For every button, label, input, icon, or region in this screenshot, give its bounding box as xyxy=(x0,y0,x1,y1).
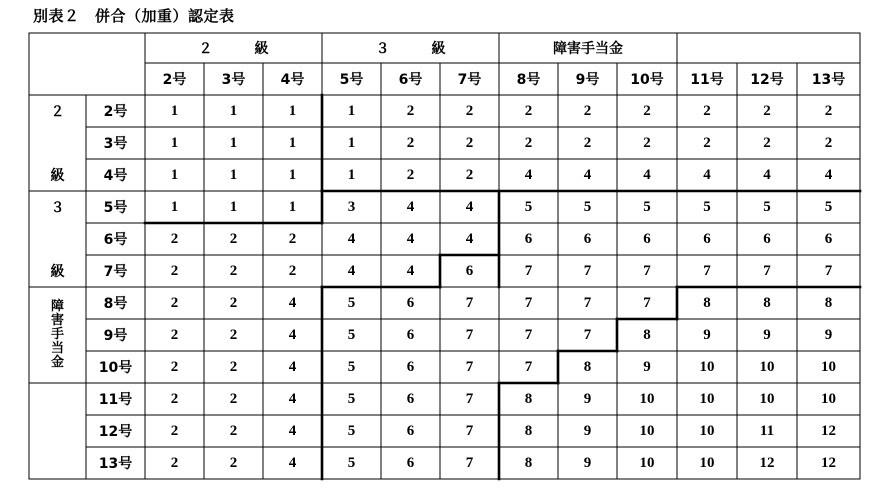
row-header: 12号 xyxy=(98,424,133,440)
table-cell: 2 xyxy=(229,294,238,311)
table-cell: 9 xyxy=(824,326,833,343)
table-cell: 9 xyxy=(643,358,651,375)
table-cell: 6 xyxy=(406,358,415,375)
table-cell: 2 xyxy=(465,134,474,151)
table-cell: 6 xyxy=(406,454,415,471)
table-cell: 7 xyxy=(524,294,533,311)
table-cell: 3 xyxy=(347,198,356,215)
table-cell: 4 xyxy=(643,166,651,183)
table-cell: 2 xyxy=(170,294,179,311)
table-cell: 2 xyxy=(824,102,833,119)
table-cell: 4 xyxy=(406,262,415,279)
table-cell: 5 xyxy=(347,326,356,343)
table-cell: 2 xyxy=(229,326,238,343)
table-cell: 7 xyxy=(465,358,474,375)
table-cell: 6 xyxy=(524,230,533,247)
row-header: 11号 xyxy=(98,392,133,408)
table-cell: 2 xyxy=(229,454,238,471)
table-cell: 1 xyxy=(288,134,297,151)
col-header: 4号 xyxy=(280,72,305,88)
table-cell: 2 xyxy=(170,358,179,375)
row-header: 6号 xyxy=(103,232,128,248)
table-cell: 9 xyxy=(763,326,771,343)
col-group-header xyxy=(677,33,860,63)
table-cell: 6 xyxy=(406,326,415,343)
table-cell: 7 xyxy=(465,454,474,471)
table-cell: 7 xyxy=(763,262,771,279)
table-cell: 2 xyxy=(406,134,415,151)
table-cell: 10 xyxy=(639,390,655,407)
table-cell: 2 xyxy=(583,102,592,119)
table-cell: 2 xyxy=(465,166,474,183)
table-cell: 2 xyxy=(288,230,297,247)
table-cell: 10 xyxy=(699,358,715,375)
table-cell: 4 xyxy=(703,166,711,183)
table-cell: 6 xyxy=(583,230,592,247)
table-cell: 7 xyxy=(824,262,833,279)
table-cell: 4 xyxy=(347,230,356,247)
table-cell: 10 xyxy=(699,390,715,407)
table-cell: 10 xyxy=(699,454,715,471)
table-cell: 9 xyxy=(583,454,592,471)
table-cell: 2 xyxy=(170,422,179,439)
table-cell: 4 xyxy=(288,390,297,407)
table-cell: 7 xyxy=(524,358,533,375)
table-cell: 1 xyxy=(288,102,297,119)
table-cell: 8 xyxy=(763,294,771,311)
row-header: 7号 xyxy=(103,264,128,280)
table-cell: 8 xyxy=(583,358,592,375)
table-cell: 5 xyxy=(347,454,356,471)
table-cell: 4 xyxy=(406,198,415,215)
table-cell: 6 xyxy=(643,230,651,247)
table-cell: 5 xyxy=(347,422,356,439)
col-header: 10号 xyxy=(630,72,664,88)
row-group-label-vertical: 障 害 手 当 金 xyxy=(50,299,64,370)
table-cell: 2 xyxy=(643,102,651,119)
table-cell: 2 xyxy=(229,390,238,407)
table-cell: 2 xyxy=(763,134,771,151)
row-header: 9号 xyxy=(103,328,128,344)
table-cell: 11 xyxy=(759,422,775,439)
table-cell: 5 xyxy=(703,198,711,215)
table-cell: 9 xyxy=(583,390,592,407)
table-cell: 2 xyxy=(643,134,651,151)
row-header: 8号 xyxy=(103,296,128,312)
table-cell: 8 xyxy=(524,422,533,439)
table-cell: 12 xyxy=(759,454,775,471)
table-cell: 4 xyxy=(406,230,415,247)
table-cell: 10 xyxy=(821,390,836,407)
table-cell: 7 xyxy=(524,326,533,343)
col-header: 13号 xyxy=(811,72,846,88)
table-cell: 10 xyxy=(699,422,715,439)
table-cell: 10 xyxy=(639,454,655,471)
row-header: 5号 xyxy=(103,200,128,216)
col-group-header: ２ 級 xyxy=(198,41,269,57)
table-cell: 6 xyxy=(406,390,415,407)
table-cell: 1 xyxy=(170,134,179,151)
table-cell: 7 xyxy=(465,390,474,407)
col-header: 3号 xyxy=(221,72,246,88)
table-cell: 1 xyxy=(229,102,238,119)
table-cell: 2 xyxy=(824,134,833,151)
table-cell: 5 xyxy=(583,198,592,215)
table-cell: 2 xyxy=(170,230,179,247)
table-cell: 1 xyxy=(170,166,179,183)
row-group-label: ２ xyxy=(50,104,65,120)
row-header: 13号 xyxy=(98,456,133,472)
table-cell: 6 xyxy=(824,230,833,247)
table-cell: 4 xyxy=(288,454,297,471)
table-cell: 1 xyxy=(347,102,356,119)
table-cell: 1 xyxy=(347,166,356,183)
row-group-label: 級 xyxy=(50,168,65,184)
col-group-header: 障害手当金 xyxy=(553,41,623,57)
table-cell: 7 xyxy=(465,422,474,439)
table-cell: 12 xyxy=(821,422,836,439)
table-cell: 1 xyxy=(170,198,179,215)
table-cell: 2 xyxy=(524,134,533,151)
row-header: 4号 xyxy=(103,168,128,184)
table-cell: 2 xyxy=(406,102,415,119)
row-header: 3号 xyxy=(103,136,128,152)
col-header: 6号 xyxy=(398,72,423,88)
table-cell: 7 xyxy=(583,326,592,343)
table-title: 別表２ 併合（加重）認定表 xyxy=(33,7,235,25)
table-cell: 10 xyxy=(639,422,655,439)
table-cell: 2 xyxy=(229,230,238,247)
table-cell: 7 xyxy=(524,262,533,279)
table-cell: 8 xyxy=(703,294,711,311)
table-cell: 8 xyxy=(524,390,533,407)
table-cell: 10 xyxy=(821,358,836,375)
table-cell: 2 xyxy=(288,262,297,279)
table-cell: 1 xyxy=(229,198,238,215)
table-cell: 1 xyxy=(288,166,297,183)
table-cell: 2 xyxy=(229,358,238,375)
col-header: 2号 xyxy=(162,72,187,88)
table-cell: 4 xyxy=(288,326,297,343)
table-cell: 6 xyxy=(763,230,771,247)
table-cell: 7 xyxy=(643,262,651,279)
table-cell: 4 xyxy=(524,166,533,183)
table-cell: 7 xyxy=(583,262,592,279)
col-header: 11号 xyxy=(690,72,724,88)
table-cell: 4 xyxy=(347,262,356,279)
table-cell: 2 xyxy=(229,422,238,439)
table-cell: 2 xyxy=(583,134,592,151)
table-cell: 10 xyxy=(759,358,775,375)
table-cell: 9 xyxy=(583,422,592,439)
table-cell: 5 xyxy=(347,294,356,311)
table-cell: 4 xyxy=(288,294,297,311)
table-cell: 12 xyxy=(821,454,836,471)
table-cell: 5 xyxy=(824,198,833,215)
table-cell: 10 xyxy=(759,390,775,407)
table-cell: 6 xyxy=(703,230,711,247)
table-cell: 2 xyxy=(229,262,238,279)
col-header: 7号 xyxy=(457,72,482,88)
table-cell: 1 xyxy=(170,102,179,119)
table-cell: 4 xyxy=(583,166,592,183)
table-cell: 7 xyxy=(583,294,592,311)
row-group-label: 級 xyxy=(50,264,65,280)
row-group-label: ３ xyxy=(50,200,65,216)
table-cell: 7 xyxy=(465,326,474,343)
table-cell: 5 xyxy=(347,390,356,407)
table-cell: 2 xyxy=(170,326,179,343)
table-cell: 7 xyxy=(643,294,651,311)
table-cell: 2 xyxy=(170,454,179,471)
table-cell: 2 xyxy=(524,102,533,119)
table-cell: 2 xyxy=(170,390,179,407)
table-cell: 5 xyxy=(347,358,356,375)
row-header: 10号 xyxy=(98,360,133,376)
table-cell: 2 xyxy=(406,166,415,183)
table-cell: 4 xyxy=(763,166,771,183)
col-header: 12号 xyxy=(750,72,784,88)
table-cell: 4 xyxy=(465,198,474,215)
table-cell: 8 xyxy=(524,454,533,471)
table-cell: 6 xyxy=(406,294,415,311)
col-header: 9号 xyxy=(575,72,600,88)
table-cell: 2 xyxy=(170,262,179,279)
table-cell: 6 xyxy=(406,422,415,439)
table-cell: 2 xyxy=(763,102,771,119)
row-header: 2号 xyxy=(103,104,128,120)
table-cell: 5 xyxy=(763,198,771,215)
table-cell: 8 xyxy=(824,294,833,311)
table-cell: 1 xyxy=(347,134,356,151)
table-cell: 1 xyxy=(229,134,238,151)
table-cell: 6 xyxy=(465,262,474,279)
table-cell: 2 xyxy=(465,102,474,119)
col-header: 5号 xyxy=(339,72,364,88)
col-header: 8号 xyxy=(516,72,541,88)
table-cell: 7 xyxy=(465,294,474,311)
table-cell: 5 xyxy=(643,198,651,215)
table-cell: 7 xyxy=(703,262,711,279)
table-cell: 4 xyxy=(824,166,833,183)
table-cell: 2 xyxy=(703,134,711,151)
table-cell: 2 xyxy=(703,102,711,119)
table-cell: 8 xyxy=(643,326,651,343)
table-cell: 4 xyxy=(288,422,297,439)
table-cell: 5 xyxy=(524,198,533,215)
table-cell: 1 xyxy=(229,166,238,183)
table-cell: 1 xyxy=(288,198,297,215)
table-cell: 9 xyxy=(703,326,711,343)
col-group-header: ３ 級 xyxy=(375,41,446,57)
table-cell: 4 xyxy=(288,358,297,375)
table-cell: 4 xyxy=(465,230,474,247)
